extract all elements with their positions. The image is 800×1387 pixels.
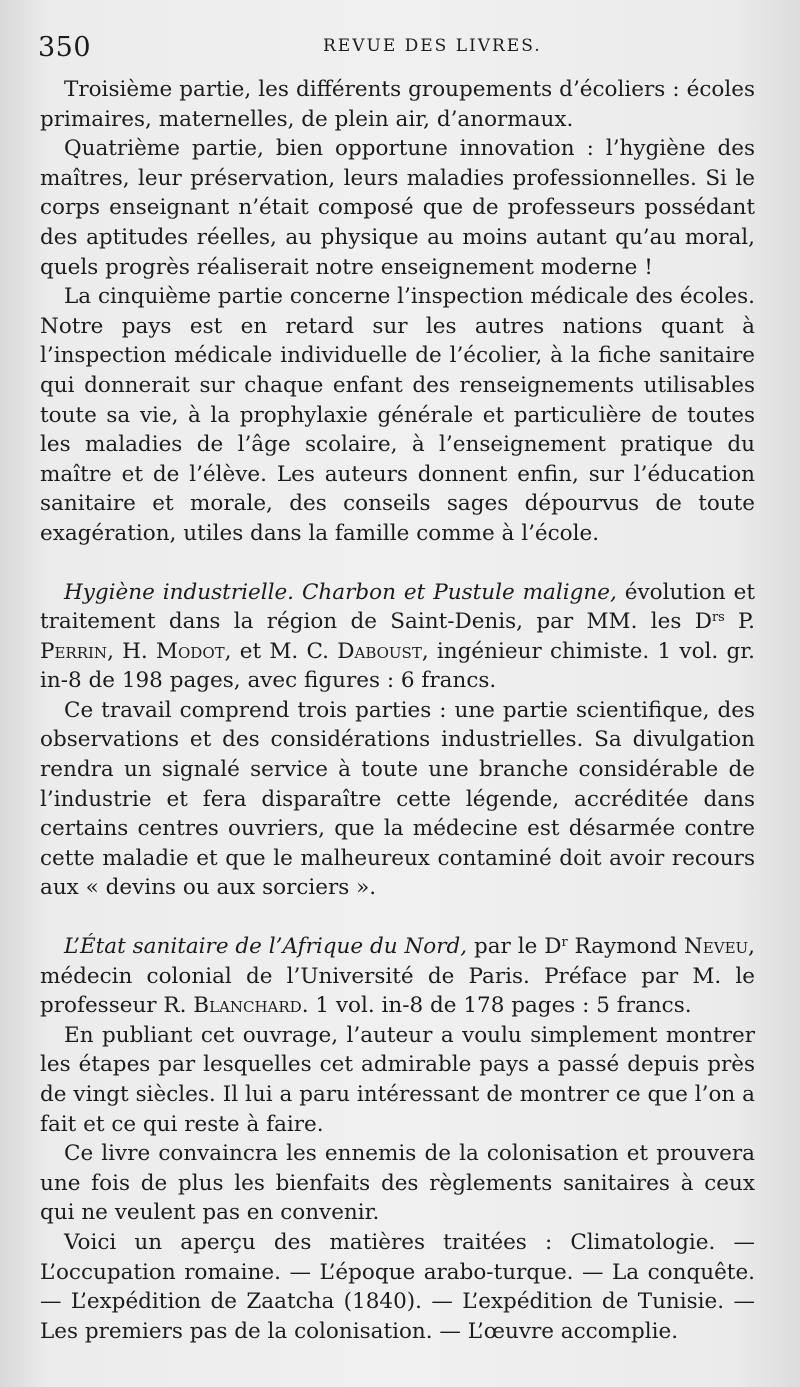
review-paragraph: Voici un aperçu des matières traitées : Climatologie. — L’occupation romaine. — L’époque arabo-turque. — La conquête. — L’expédition de Zaatcha (1840). — L’expédition de Tunisie. — Les premiers pas de la colonisation. — L’œuvre accomplie. [40, 1229, 755, 1344]
book-details: . 1 vol. in-8 de 178 pages : 5 francs. [301, 993, 692, 1019]
author-affiliation: , médecin colonial de l’Université de Paris. Préface par M. le professeur R. [40, 934, 755, 1019]
review-paragraph: En publiant cet ouvrage, l’auteur a voulu simplement montrer les étapes par lesquelles cet admirable pays a passé depuis près de vingt siècles. Il lui a paru intéressant de montrer ce que l’on a fait et ce qui reste à faire. [40, 1022, 755, 1137]
review-entry-hygiene-industrielle [40, 578, 755, 696]
review-paragraph: Ce travail comprend trois parties : une partie scientifique, des observations et des considérations industrielles. Sa divulgation rendra un signalé service à toute une branche considérable de l’industrie et fera disparaître cette légende, accréditée dans certains centres ouvriers, que la médecine est désarmée contre cette maladie et que le malheureux contaminé doit avoir recours aux « devins ou aux sorciers ». [40, 697, 755, 901]
book-details: , ingénieur chimiste. 1 vol. gr. in-8 de 198 pages, avec figures : 6 francs. [40, 638, 755, 694]
review-paragraph: Ce livre convaincra les ennemis de la colonisation et prouvera une fois de plus les bienfaits des règlements sanitaires à ceux qui ne veulent pas en convenir. [40, 1141, 755, 1226]
doctor-superscript: r [561, 934, 568, 950]
author-first-name: Raymond [567, 934, 684, 960]
paragraph-third-part: Troisième partie, les différents groupements d’écoliers : écoles primaires, maternelles, de plein air, d’anormaux. [40, 77, 755, 132]
doctor-superscript: rs [711, 610, 725, 625]
separator: , et M. C. [224, 638, 338, 664]
separator: , [107, 638, 123, 664]
preface-author: Blanchard [193, 993, 302, 1019]
paragraph-fifth-part: La cinquième partie concerne l’inspection médicale des écoles. Notre pays est en retard sur les autres nations quant à l’inspection médicale individuelle de l’écolier, à la fiche sanitaire qui donnerait sur chaque enfant des renseignements utilisables toute sa vie, à la prophylaxie générale et particulière de toutes les maladies de l’âge scolaire, à l’enseignement pratique du maître et de l’élève. Les auteurs donnent enfin, sur l’éducation sanitaire et morale, des conseils sages dépourvus de toute exagération, utiles dans la famille comme à l’école. [40, 284, 755, 546]
book-title: Hygiène industrielle. Charbon et Pustule maligne, [64, 579, 617, 605]
page-header [38, 30, 750, 66]
book-subtitle: évolution et traitement dans la région de Saint-Denis, par MM. les D [40, 579, 755, 635]
author-name: P. Perrin [40, 609, 755, 664]
book-title: L’État sanitaire de l’Afrique du Nord, [64, 934, 468, 960]
review-entry-etat-sanitaire [40, 932, 755, 1021]
page-number: 350 [38, 32, 92, 63]
author-name: H. Modot [122, 638, 225, 664]
author-name: Daboust [337, 638, 422, 664]
author-name: Neveu [683, 934, 749, 960]
running-title: REVUE DES LIVRES. [323, 36, 542, 56]
book-byline: par le D [467, 934, 562, 960]
paragraph-fourth-part: Quatrième partie, bien opportune innovation : l’hygiène des maîtres, leur préservation, leurs maladies professionnelles. Si le corps enseignant n’était composé que de professeurs possédant des aptitudes réelles, au physique au moins autant qu’au moral, quels progrès réaliserait notre enseignement moderne ! [40, 136, 755, 280]
page-body [40, 75, 755, 1346]
